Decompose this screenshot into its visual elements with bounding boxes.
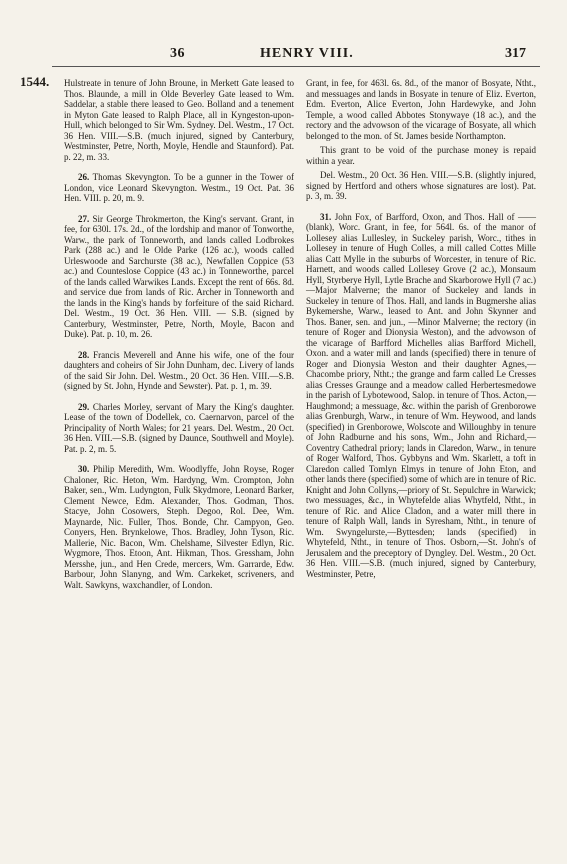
entry-text: Grant, in fee, for 463l. 6s. 8d., of the manor of Bosyate, Ntht., and messuages and lands in Bosyate in tenure of Eliz. Everton, Edm. Everton, Alice Everton, John Hardewyke, and John Temple, a wood called Abbotes Stonywaye (18 ac.), and the rectory and the advowson of the vicarage of Bosyate, all which belonged to the mon. of St. James beside Northampton. — [306, 78, 536, 141]
entry-27 — [64, 214, 294, 340]
entry-text: Del. Westm., 20 Oct. 36 Hen. VIII.—S.B. (slightly injured, signed by Hertford and others whose signatures are lost). Pat. p. 3, m. 39. — [306, 170, 536, 201]
entry-30-proviso — [306, 145, 536, 166]
running-header-title: HENRY VIII. — [260, 46, 354, 61]
entry-26 — [64, 172, 294, 204]
entry-30-continuation — [306, 78, 536, 141]
entry-31 — [306, 212, 536, 580]
entry-text: Sir George Throkmerton, the King's servant. Grant, in fee, for 630l. 17s. 2d., of the lordship and manor of Tonworthe, Warw., the park of Tonneworth, and lands called Lodbrokes Park (288 ac.) and le Olde Parke (126 ac.), woods called Urleswoode and Sarchurste (38 ac.), Newfallen Coppice (53 ac.) and Counteslose Coppice (43 ac.) in Tonneworthe, parcel of the lands called Warwikes Lands. Except the rent of 66s. 8d. and service due from lands of Ric. Archer in Tonneworth and the lands in the King's hands by forfeiture of the said Richard. Del. Westm., 19 Oct. 36 Hen. VIII. — S.B. (signed by Canterbury, Westminster, Petre, North, Moyle, Bacon and Duke). Pat. p. 10, m. 26. — [64, 213, 294, 339]
entry-text: Philip Meredith, Wm. Woodlyffe, John Royse, Roger Chaloner, Ric. Heton, Wm. Hardyng, Wm. Crompton, John Baker, sen., Wm. Ludyngton, Fulk Skydmore, Leonard Barker, Clement Newce, Edm. Alexander, Thos. Godman, Thos. Stacye, John Cosowers, Steph. Degoo, Rol. Dee, Wm. Maynarde, Nic. Fuller, Thos. Bonde, Chr. Campyon, Geo. Conyers, Hen. Brynkelowe, Thos. Bradley, John Tyson, Ric. Mallerie, Nic. Bacon, Wm. Chelshame, Silvester Edlyn, Ric. Wygmore, Thos. Etoon, Ant. Hikman, Thos. Gressham, John Mersshe, jun., and Hen Crede, mercers, Wm. Garrarde, Edw. Barbour, John Slanyng, and Wm. Carkeket, scriveners, and Walt. Sawkyns, waxchandler, of London. — [64, 464, 295, 590]
entry-text: Charles Morley, servant of Mary the King's daughter. Lease of the town of Dodellek, co. Caernarvon, parcel of the Principality of North Wales; for 21 years. Del. Westm., 20 Oct. 36 Hen. VIII.—S.B. (signed by Daunce, Southwell and Moyle). Pat. p. 2, m. 5. — [64, 401, 294, 454]
entry-number: 27. — [78, 213, 90, 224]
entry-number: 29. — [78, 401, 90, 412]
header-rule — [52, 66, 540, 67]
left-column — [64, 78, 294, 600]
entry-number: 26. — [78, 172, 90, 182]
entry-text: John Fox, of Barfford, Oxon, and Thos. Hall of —— (blank), Worc. Grant, in fee, for 564l. 6s. of the manor of Lollesey alias Lullesley, in Suckeley parish, Worc., tithes in Lollesey in tenure of Hugh Colles, a mill called Cottes Mille alias Catt Mylle in the suburbs of Worcester, in tenure of Ric. Harnett, and woods called Lollesey Grove (2 ac.), Monsaum Hyll, Styrberye Hyll, Lytle Brache and Skarborowe Hyll (7 ac.) —Major Malverne; the manor of Suckeley and lands in Suckeley in tenure of Thos. Hall, and lands in Bugmershe alias Bykemershe, Warw., leased to Ant. and John Skynner and Thos. Baner, sen. and jun., —Minor Malverne; the rectory (in tenure of Roger and Dionysia Weston), and the advowson of the vicarage of Barfford Michelles alias Barfford Michell, Oxon. and a water mill and lands (specified) there in tenure of Roger and Dionysia Weston and their daughter Agnes,—Chacombe priory, Ntht.; the grange and farm called Le Cresses alias Cresses Graunge and a meadow called Herbertesmedowe in the parish of Lybotewood, Salop. in tenure of Thos. Acton,—Haughmond; a messuage, &c. within the parish of Grenborowe alias Grenburgh, Warw., in tenure of Wm. Heywood, and lands (specified) in Grenborowe, Wolscote and Willoughby in tenure of John Radburne and his sons, Wm., John and Richard,—Coventry Cathedral priory; lands in Claredon, Warw., in tenure of Roger Walford, Thos. Gybbyns and Wm. Skarlett, a toft in Claredon called Tomlyn Elmys in tenure of John Eton, and other lands there (specified) some of which are in tenure of Ric. Knight and John Collyns,—priory of St. Sepulchre in Warwick; two messuages, &c., in Whytefelde alias Whytfeld, Ntht., in tenure of Ric. and Alice Cladon, and a water mill there in tenure of Ralph Wall, lands in Syresham, Ntht., in tenure of Wm. Swyngelurste,—Byttesden; lands (specified) in Whytefeld, Ntht., in tenure of Thos. Osborn,—St. John's of Jerusalem and the preceptory of Dyngley. Del. Westm., 20 Oct. 36 Hen. VIII.—S.B. (much injured, signed by Canterbury, Westminster, Petre, — [306, 211, 537, 579]
right-column — [306, 78, 536, 589]
entry-29 — [64, 402, 294, 455]
running-header-mark: 36 — [170, 46, 185, 61]
entry-30 — [64, 464, 294, 590]
entry-number: 30. — [78, 464, 90, 474]
entry-text: Thomas Skevyngton. To be a gunner in the Tower of London, vice Leonard Skevyngton. Westm., 19 Oct. Pat. 36 Hen. VIII. p. 20, m. 9. — [64, 172, 294, 203]
year-marginal-note: 1544. — [20, 74, 50, 89]
entry-continuation — [64, 78, 294, 162]
entry-text: Francis Meverell and Anne his wife, one of the four daughters and coheirs of Sir John Dunham, dec. Livery of lands of the said Sir John. Del. Westm., 20 Oct. 36 Hen. VIII.—S.B. (signed by St. John, Hynde and Sewster). Pat. p. 1, m. 39. — [64, 349, 294, 391]
entry-28 — [64, 350, 294, 392]
entry-30-delivery — [306, 170, 536, 202]
entry-text: This grant to be void of the purchase money is repaid within a year. — [306, 145, 536, 166]
entry-number: 31. — [320, 211, 332, 222]
entry-text: Hulstreate in tenure of John Broune, in Merkett Gate leased to Thos. Blaunde, a mill in Olde Beverley Gate leased to Wm. Saddelar, a stable there leased to Geo. Bolland and a tenement in Myton Gate leased to Ralph Place, all in Kyngeston-upon-Hull, which belonged to Sir Wm. Sydney. Del. Westm., 17 Oct. 36 Hen. VIII.—S.B. (much injured, signed by Canterbury, Westminster, Petre, North, Moyle, Hendle and Staunford). Pat. p. 22, m. 33. — [64, 78, 294, 162]
entry-number: 28. — [78, 349, 90, 360]
page-number: 317 — [505, 46, 526, 61]
